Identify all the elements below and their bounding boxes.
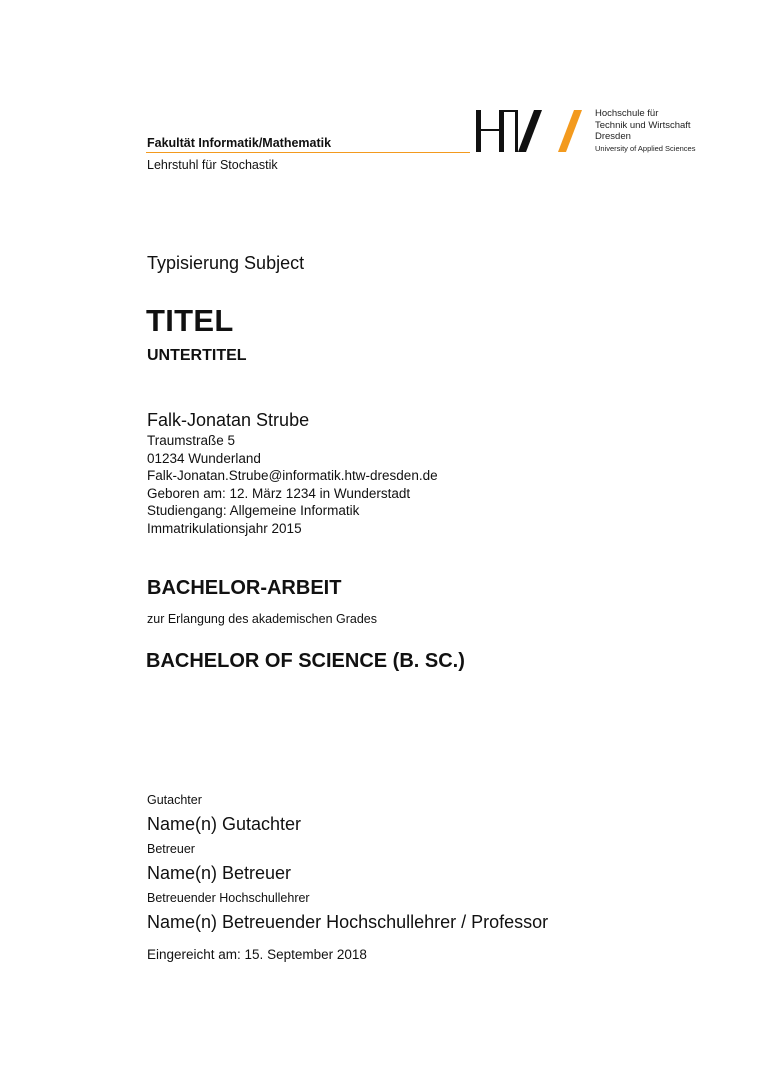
author-name: Falk-Jonatan Strube bbox=[147, 410, 310, 430]
submission-date: Eingereicht am: 15. September 2018 bbox=[147, 947, 367, 962]
logo-tagline: University of Applied Sciences bbox=[595, 143, 696, 153]
gutachter-name: Name(n) Gutachter bbox=[147, 814, 302, 834]
logo-line-3: Dresden bbox=[595, 131, 631, 142]
author-birth: Geboren am: 12. März 1234 in Wunderstadt bbox=[147, 485, 411, 501]
htw-logo-icon bbox=[474, 108, 586, 154]
degree: BACHELOR OF SCIENCE (B. SC.) bbox=[146, 650, 465, 672]
betreuer-label: Betreuer bbox=[147, 842, 195, 856]
author-city: 01234 Wunderland bbox=[147, 450, 261, 466]
htw-logo-text bbox=[595, 108, 695, 154]
logo-line-2: Technik und Wirtschaft bbox=[595, 119, 691, 131]
author-email: Falk-Jonatan.Strube@informatik.htw-dresden.de bbox=[147, 468, 438, 483]
author-info bbox=[147, 432, 438, 537]
thesis-type: BACHELOR-ARBEIT bbox=[147, 577, 342, 599]
professor-name: Name(n) Betreuender Hochschullehrer / Professor bbox=[147, 912, 549, 932]
faculty-name: Fakultät Informatik/Mathematik bbox=[147, 136, 332, 150]
betreuer-name: Name(n) Betreuer bbox=[147, 863, 292, 883]
document-title: TITEL bbox=[146, 303, 234, 338]
header-rule bbox=[146, 152, 470, 153]
professor-label: Betreuender Hochschullehrer bbox=[147, 891, 310, 905]
degree-intro: zur Erlangung des akademischen Grades bbox=[147, 612, 377, 626]
author-enrollment: Immatrikulationsjahr 2015 bbox=[147, 520, 302, 536]
document-subtitle: UNTERTITEL bbox=[147, 347, 247, 364]
author-program: Studiengang: Allgemeine Informatik bbox=[147, 503, 360, 518]
logo-line-1: Hochschule für bbox=[595, 108, 659, 119]
gutachter-label: Gutachter bbox=[147, 793, 202, 807]
chair-name: Lehrstuhl für Stochastik bbox=[147, 158, 278, 172]
subject-type: Typisierung Subject bbox=[147, 253, 305, 273]
author-street: Traumstraße 5 bbox=[147, 433, 236, 448]
